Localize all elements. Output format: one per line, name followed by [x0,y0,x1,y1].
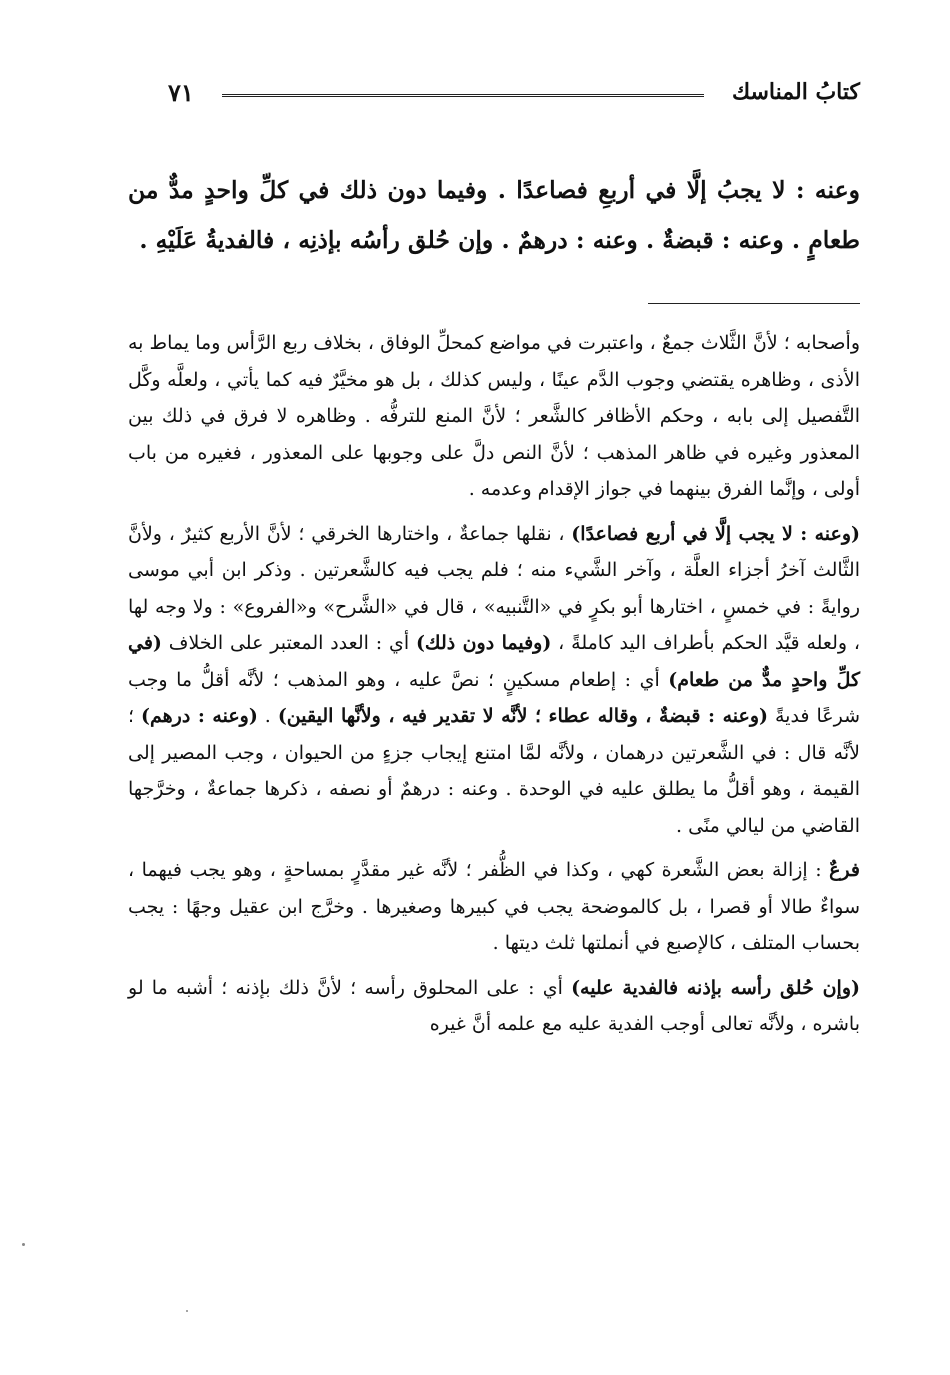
commentary-text: ؛ لأنَّه قال : في الشَّعرتين درهمان ، ولأنَّه لمَّا امتنع إيجاب جزءٍ من الحيوان ، وجب المصير إلى القيمة ، وهو أقلُّ ما يطلق عليه في الوحدة . وعنه : درهمٌ أو نصفه ، ذكرها جماعةٌ ، وخرَّجها القاضي من ليالي منًى . [128,705,860,837]
quoted-text: (وإن حُلق رأسه بإذنه فالفدية عليه) [571,976,860,999]
main-text-paragraph: وعنه : لا يجبُ إلَّا في أربعِ فصاعدًا . وفيما دون ذلك في كلِّ واحدٍ مدٌّ من طعامٍ . وعنه : قبضةٌ . وعنه : درهمٌ . وإن حُلق رأسُه بإذنِه ، فالفديةُ عَلَيْهِ . [128,176,860,254]
quoted-text: (وعنه : درهم) [141,705,258,727]
commentary-paragraph-3 [128,852,860,962]
commentary-text: ، نقلها جماعةٌ ، واختارها الخرقي ؛ لأنَّ الأربع كثيرٌ ، ولأنَّ الثَّالث آخرُ أجزاء العلَّة ، وآخر الشَّيء منه ؛ فلم يجب فيه كالشَّعرتين . وذكر ابن أبي موسى روايةً : في خمسٍ ، اختارها أبو بكرٍ في «التَّنبيه» ، قال في «الشَّرح» و«الفروع» : ولا وجه لها ، ولعله قيَّد الحكم بأطراف اليد كاملةً ، [128,522,861,654]
header-rule [222,94,704,97]
commentary-text: : إزالة بعض الشَّعرة كهي ، وكذا في الظُّفر ؛ لأنَّه غير مقدَّرٍ بمساحةٍ ، وهو يجب فيهما ، سواءٌ طالا أو قصرا ، بل كالموضحة يجب في كبيرها وصغيرها . وخرَّج ابن عقيل وجهًا : يجب بحساب المتلف ، كالإصبع في أنملتها ثلث ديتها . [128,859,860,954]
quoted-text: (وعنه : قبضةٌ ، وقاله عطاء ؛ لأنَّه لا تقدير فيه ، ولأنَّها اليقين) [277,705,768,727]
quoted-text: (وفيما دون ذلك) [415,632,552,654]
commentary-paragraph-1: وأصحابه ؛ لأنَّ الثَّلاث جمعٌ ، واعتبرت في مواضع كمحلِّ الوفاق ، بخلاف ربع الرَّأس وما يماط به الأذى ، وظاهره يقتضي وجوب الدَّم عينًا ، وليس كذلك ، بل هو مخيَّرٌ فيه كما يأتي ، ولعلَّه وكَّل التَّفصيل إلى بابه ، وحكم الأظافر كالشَّعر ؛ لأنَّ المنع للترفُّه . وظاهره لا فرق في ذلك بين المعذور وغيره في ظاهر المذهب ؛ لأنَّ النص دلَّ على وجوبها على المعذور ، فغيره من باب أولى ، وإنَّما الفرق بينهما في جواز الإقدام وعدمه . [128,332,860,500]
quoted-text: (في كلِّ واحدٍ مدٌّ من طعام) [128,632,861,691]
main-text [128,165,860,265]
commentary-paragraph-4 [128,970,860,1043]
page-header [168,72,860,112]
commentary-text: أي : إطعام مسكينٍ ؛ نصَّ عليه ، وهو المذهب ؛ لأنَّه أقلُّ ما وجب شرعًا فديةً [128,668,860,727]
branch-label: فرعٌ [829,859,860,881]
scan-speck [186,1310,188,1312]
commentary-text: أي : على المحلوق رأسه ؛ لأنَّ ذلك بإذنه ؛ أشبه ما لو باشره ، ولأنَّه تعالى أوجب الفدية عليه مع علمه أنَّ غيره [128,976,860,1035]
footnote-separator [648,303,860,304]
commentary [128,325,860,1043]
page-number: ٧١ [168,77,194,107]
scan-speck [22,1243,25,1246]
quoted-text: (وعنه : لا يجب إلَّا في أربع فصاعدًا) [571,522,860,545]
commentary-text: . [257,705,278,727]
commentary-text: أي : العدد المعتبر على الخلاف [161,632,416,654]
commentary-paragraph-2 [128,516,860,845]
running-title: كتابُ المناسك [731,79,860,105]
